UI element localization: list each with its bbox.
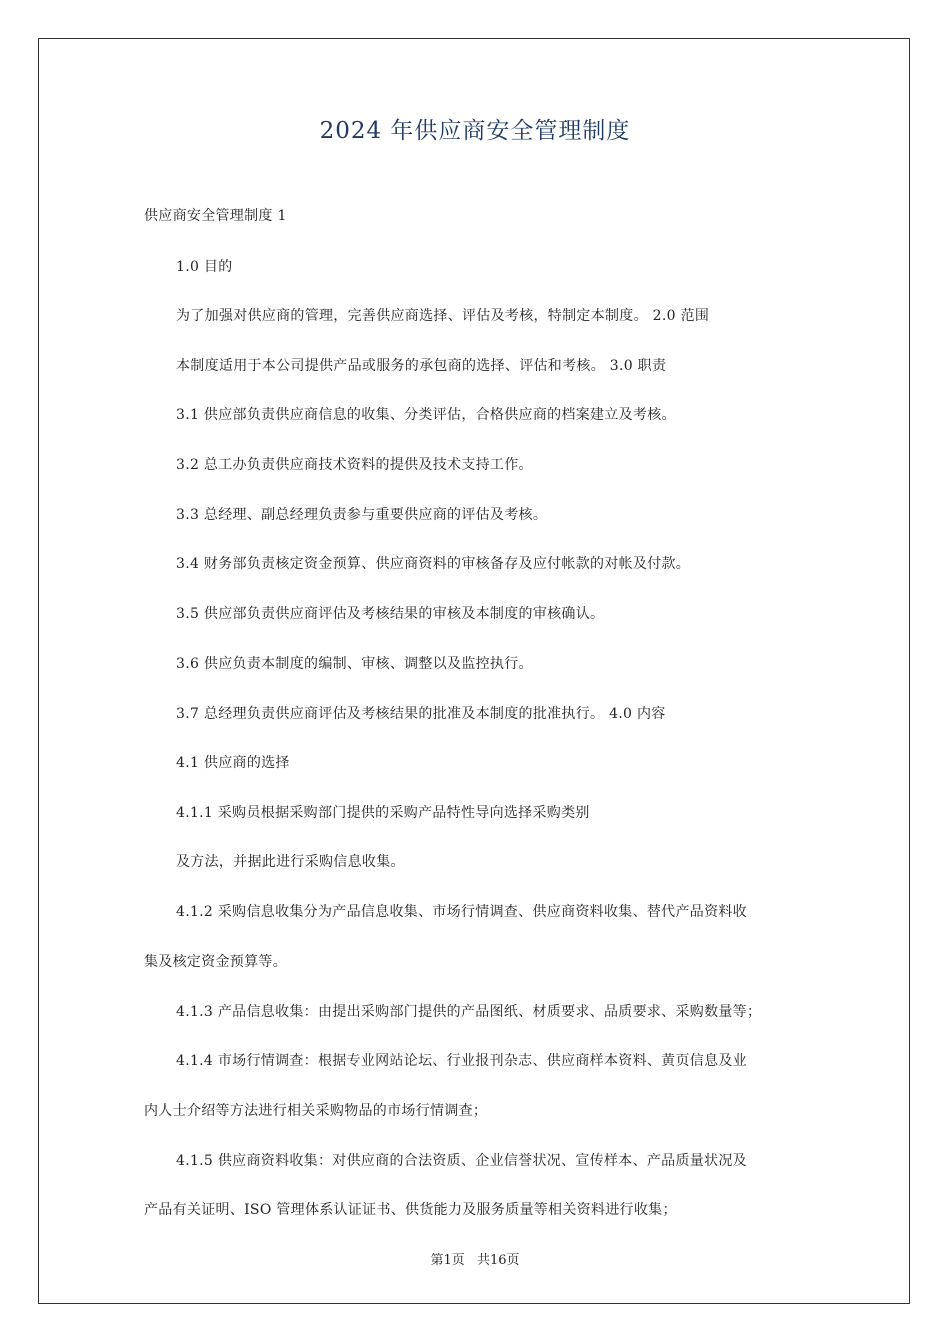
paragraph-line: 4.1.2 采购信息收集分为产品信息收集、市场行情调查、供应商资料收集、替代产品资料收 [176,904,747,920]
paragraph-line: 3.2 总工办负责供应商技术资料的提供及技术支持工作。 [176,457,533,473]
paragraph-line: 4.1.5 供应商资料收集：对供应商的合法资质、企业信誉状况、宣传样本、产品质量状况及 [176,1153,747,1169]
paragraph-line: 4.1.3 产品信息收集：由提出采购部门提供的产品图纸、材质要求、品质要求、采购数量等； [176,1004,762,1020]
paragraph-line: 及方法，并据此进行采购信息收集。 [176,854,405,870]
paragraph-line: 1.0 目的 [176,259,233,275]
paragraph-line: 4.1 供应商的选择 [176,755,290,771]
paragraph-line: 3.3 总经理、副总经理负责参与重要供应商的评估及考核。 [176,507,548,523]
paragraph-line: 集及核定资金预算等。 [144,954,287,970]
paragraph-line: 为了加强对供应商的管理，完善供应商选择、评估及考核，特制定本制度。 2.0 范围 [176,308,710,324]
paragraph-line: 3.1 供应部负责供应商信息的收集、分类评估，合格供应商的档案建立及考核。 [176,407,676,423]
paragraph-line: 3.5 供应部负责供应商评估及考核结果的审核及本制度的审核确认。 [176,606,605,622]
page-footer [0,1249,950,1268]
document-title: 2024 年供应商安全管理制度 [319,118,631,144]
paragraph-line: 3.4 财务部负责核定资金预算、供应商资料的审核备存及应付帐款的对帐及付款。 [176,556,691,572]
paragraph-line: 4.1.1 采购员根据采购部门提供的采购产品特性导向选择采购类别 [176,805,590,821]
page-total: 共16页 [476,1253,520,1268]
paragraph-line: 产品有关证明、ISO 管理体系认证证书、供货能力及服务质量等相关资料进行收集； [144,1202,677,1218]
paragraph-line: 3.6 供应负责本制度的编制、审核、调整以及监控执行。 [176,656,533,672]
paragraph-line: 本制度适用于本公司提供产品或服务的承包商的选择、评估和考核。 3.0 职责 [176,358,667,374]
paragraph-line: 3.7 总经理负责供应商评估及考核结果的批准及本制度的批准执行。 4.0 内容 [176,706,666,722]
paragraph-line: 4.1.4 市场行情调查：根据专业网站论坛、行业报刊杂志、供应商样本资料、黄页信息及业 [176,1053,747,1069]
paragraph-line: 内人士介绍等方法进行相关采购物品的市场行情调查； [144,1103,488,1119]
page-number: 第1页 [430,1253,465,1268]
section-heading: 供应商安全管理制度 1 [144,208,287,224]
